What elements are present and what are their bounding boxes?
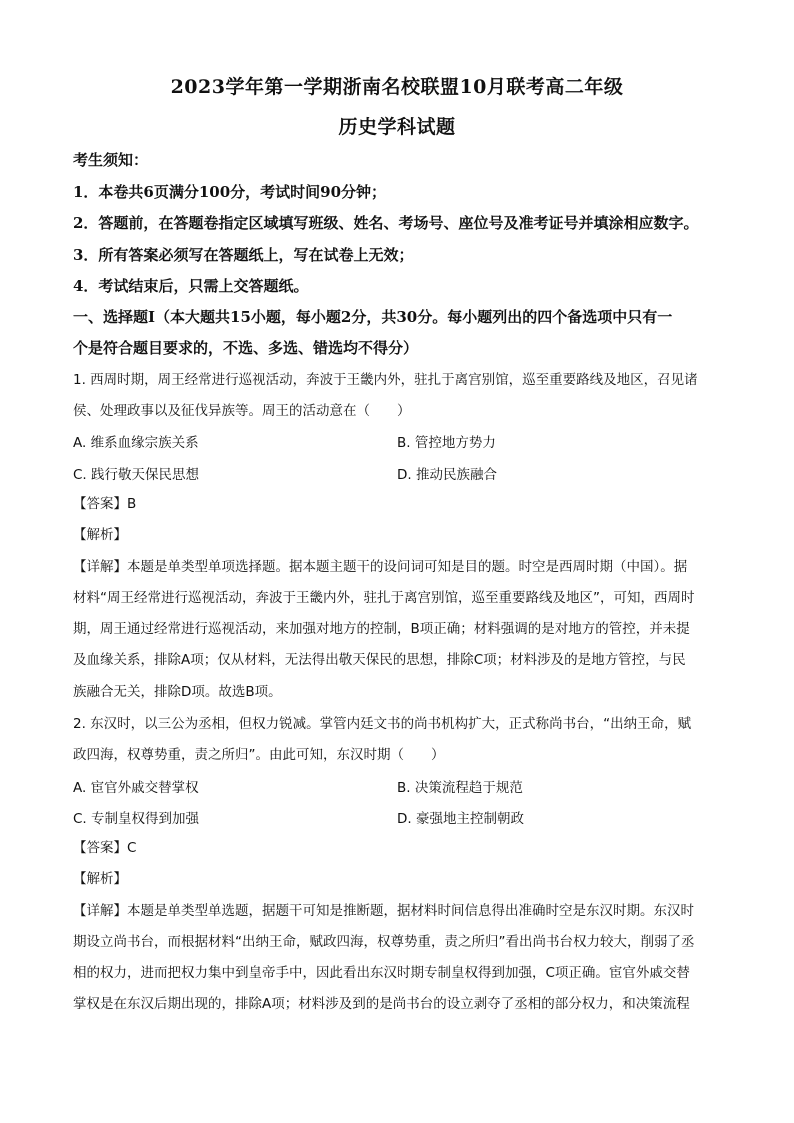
q2-analysis-label: 【解析】 bbox=[73, 871, 127, 887]
q1-option-d: D. 推动民族融合 bbox=[397, 467, 497, 483]
q2-detail-line-3: 相的权力，进而把权力集中到皇帝手中，因此看出东汉时期专制皇权得到加强，C项正确。宦官外戚交替 bbox=[73, 965, 690, 981]
notice-item-1: 1．本卷共6页满分100分，考试时间90分钟； bbox=[73, 183, 387, 201]
q1-detail-line-3: 期，周王通过经常进行巡视活动，来加强对地方的控制，B项正确；材料强调的是对地方的管控，并未提 bbox=[73, 621, 690, 637]
section-heading-line-2: 个是符合题目要求的，不选、多选、错选均不得分） bbox=[73, 339, 419, 357]
q2-detail-line-4: 掌权是在东汉后期出现的，排除A项；材料涉及到的是尚书台的设立剥夺了丞相的部分权力，和决策流程 bbox=[73, 996, 690, 1012]
q2-stem-line-2: 政四海，权尊势重，责之所归”。由此可知，东汉时期（ ） bbox=[73, 747, 445, 763]
q2-option-a: A. 宦官外戚交替掌权 bbox=[73, 780, 199, 796]
q1-analysis-label: 【解析】 bbox=[73, 527, 127, 543]
exam-title: 2023学年第一学期浙南名校联盟10月联考高二年级 bbox=[170, 76, 624, 98]
q2-answer: 【答案】C bbox=[73, 840, 137, 856]
q1-detail-line-2: 材料“周王经常进行巡视活动，奔波于王畿内外，驻扎于离宫别馆，巡至重要路线及地区”，可知，西周时 bbox=[73, 590, 695, 606]
q1-detail-line-5: 族融合无关，排除D项。故选B项。 bbox=[73, 684, 282, 700]
q2-detail-line-2: 期设立尚书台，而根据材料“出纳王命，赋政四海，权尊势重，责之所归”看出尚书台权力较大，削弱了丞 bbox=[73, 934, 695, 950]
q1-detail-line-1: 【详解】本题是单类型单项选择题。据本题主题干的设问词可知是目的题。时空是西周时期（中国）。据 bbox=[73, 559, 688, 575]
q2-detail-line-1: 【详解】本题是单类型单选题，据题干可知是推断题，据材料时间信息得出准确时空是东汉时期。东汉时 bbox=[73, 903, 694, 919]
q1-stem-line-1: 1. 西周时期，周王经常进行巡视活动，奔波于王畿内外，驻扎于离宫别馆，巡至重要路线及地区，召见诸 bbox=[73, 372, 698, 388]
q1-option-c: C. 践行敬天保民思想 bbox=[73, 467, 200, 483]
notice-item-2: 2．答题前，在答题卷指定区域填写班级、姓名、考场号、座位号及准考证号并填涂相应数字。 bbox=[73, 214, 699, 232]
notice-item-4: 4．考试结束后，只需上交答题纸。 bbox=[73, 277, 309, 295]
q2-option-d: D. 豪强地主控制朝政 bbox=[397, 811, 524, 827]
q2-option-c: C. 专制皇权得到加强 bbox=[73, 811, 200, 827]
q1-option-a: A. 维系血缘宗族关系 bbox=[73, 435, 199, 451]
notice-heading: 考生须知： bbox=[73, 151, 149, 169]
q1-answer: 【答案】B bbox=[73, 496, 137, 512]
section-heading-line-1: 一、选择题Ⅰ（本大题共15小题，每小题2分，共30分。每小题列出的四个备选项中只有一 bbox=[73, 308, 673, 326]
q2-option-b: B. 决策流程趋于规范 bbox=[397, 780, 523, 796]
q2-stem-line-1: 2. 东汉时，以三公为丞相，但权力锐减。掌管内廷文书的尚书机构扩大，正式称尚书台，“出纳王命，赋 bbox=[73, 716, 692, 732]
notice-item-3: 3．所有答案必须写在答题纸上，写在试卷上无效； bbox=[73, 246, 414, 264]
q1-detail-line-4: 及血缘关系，排除A项；仅从材料，无法得出敬天保民的思想，排除C项；材料涉及的是地方管控，与民 bbox=[73, 652, 686, 668]
q1-stem-line-2: 侯、处理政事以及征伐异族等。周王的活动意在（ ） bbox=[73, 403, 411, 419]
q1-option-b: B. 管控地方势力 bbox=[397, 435, 496, 451]
exam-subtitle: 历史学科试题 bbox=[338, 116, 456, 138]
